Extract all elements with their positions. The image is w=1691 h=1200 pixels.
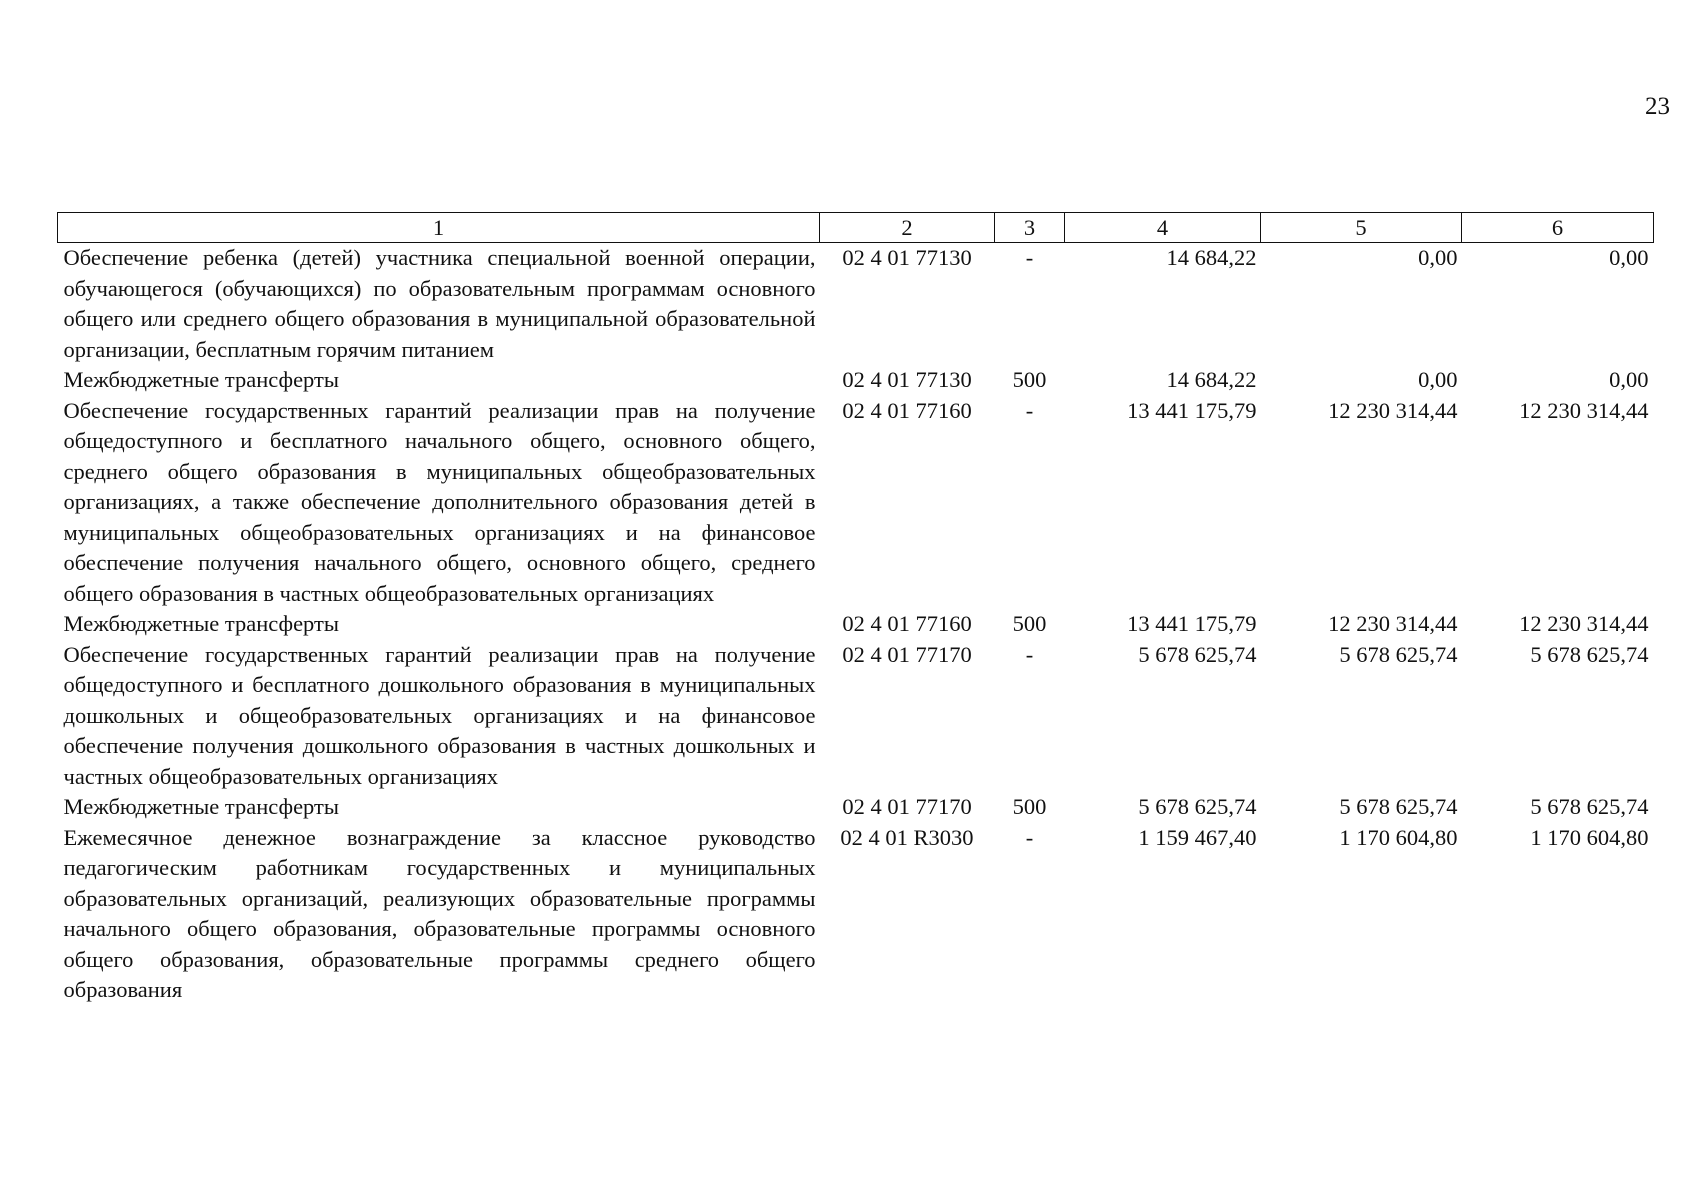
row-target-code: 02 4 01 R3030 <box>840 824 974 850</box>
row-amount-col5: 5 678 625,74 <box>1339 794 1458 819</box>
table-body <box>58 243 1654 1006</box>
row-amount-col6: 12 230 314,44 <box>1519 397 1649 423</box>
row-target-code: 02 4 01 77130 <box>842 245 972 270</box>
row-name: Ежемесячное денежное вознаграждение за классное руководство педагогическим работникам государственных и муниципальных образовательных организаций, реализующих образовательные программы начального общего образования, образовательные программы основного общего образования, образовательные программы среднего общего образования <box>63 824 816 1002</box>
row-expense-type: - <box>1025 397 1034 423</box>
row-amount-col6: 1 170 604,80 <box>1530 824 1649 850</box>
table-row <box>58 396 1654 610</box>
row-amount-col5: 1 170 604,80 <box>1339 824 1458 850</box>
row-amount-col5: 0,00 <box>1418 367 1458 392</box>
row-target-code: 02 4 01 77160 <box>842 397 972 423</box>
column-header-2: 2 <box>820 213 995 243</box>
row-amount-col4: 14 684,22 <box>1166 245 1257 270</box>
row-name: Межбюджетные трансферты <box>63 367 339 392</box>
row-amount-col4: 14 684,22 <box>1166 367 1257 392</box>
table-row <box>58 640 1654 793</box>
table-row <box>58 823 1654 1006</box>
row-amount-col4: 1 159 467,40 <box>1138 824 1257 850</box>
row-expense-type: - <box>1025 824 1034 850</box>
table-header <box>58 213 1654 243</box>
row-name: Обеспечение ребенка (детей) участника специальной военной операции, обучающегося (обучающихся) по образовательным программам основного общего или среднего общего образования в муниципальной образовательной организации, бесплатным горячим питанием <box>63 245 816 362</box>
row-name: Обеспечение государственных гарантий реализации прав на получение общедоступного и бесплатного начального общего, основного общего, среднего общего образования в муниципальных общеобразовательных организациях, а также обеспечение дополнительного образования детей в муниципальных общеобразовательных организациях и на финансовое обеспечение получения начального общего, основного общего, среднего общего образования в частных общеобразовательных организациях <box>63 397 816 606</box>
row-target-code: 02 4 01 77170 <box>842 641 972 667</box>
row-amount-col5: 0,00 <box>1418 245 1458 270</box>
row-amount-col4: 13 441 175,79 <box>1127 397 1257 423</box>
row-expense-type: 500 <box>1012 367 1047 392</box>
row-amount-col4: 13 441 175,79 <box>1127 611 1257 636</box>
table-row <box>58 365 1654 396</box>
table-row <box>58 792 1654 823</box>
row-name: Межбюджетные трансферты <box>63 794 339 819</box>
row-amount-col5: 12 230 314,44 <box>1328 611 1458 636</box>
row-amount-col6: 0,00 <box>1609 245 1649 270</box>
row-expense-type: - <box>1025 641 1034 667</box>
header-row <box>58 213 1654 243</box>
table-row <box>58 609 1654 640</box>
row-amount-col4: 5 678 625,74 <box>1138 794 1257 819</box>
budget-table <box>57 212 1654 1006</box>
row-amount-col5: 12 230 314,44 <box>1328 397 1458 423</box>
row-expense-type: - <box>1025 245 1034 270</box>
row-amount-col6: 5 678 625,74 <box>1530 641 1649 667</box>
row-expense-type: 500 <box>1012 794 1047 819</box>
row-amount-col6: 12 230 314,44 <box>1519 611 1649 636</box>
row-amount-col6: 5 678 625,74 <box>1530 794 1649 819</box>
row-expense-type: 500 <box>1012 611 1047 636</box>
column-header-6: 6 <box>1462 213 1654 243</box>
column-header-1: 1 <box>58 213 820 243</box>
row-target-code: 02 4 01 77160 <box>842 611 972 636</box>
row-amount-col5: 5 678 625,74 <box>1339 641 1458 667</box>
column-header-5: 5 <box>1261 213 1462 243</box>
table-row <box>58 243 1654 366</box>
column-header-4: 4 <box>1065 213 1261 243</box>
page-number: 23 <box>1645 93 1670 120</box>
row-name: Обеспечение государственных гарантий реализации прав на получение общедоступного и бесплатного дошкольного образования в муниципальных дошкольных и общеобразовательных организациях и на финансовое обеспечение получения дошкольного образования в частных дошкольных и частных общеобразовательных организациях <box>63 641 816 789</box>
row-target-code: 02 4 01 77130 <box>842 367 972 392</box>
row-amount-col4: 5 678 625,74 <box>1138 641 1257 667</box>
row-amount-col6: 0,00 <box>1609 367 1649 392</box>
row-name: Межбюджетные трансферты <box>63 611 339 636</box>
column-header-3: 3 <box>995 213 1065 243</box>
row-target-code: 02 4 01 77170 <box>842 794 972 819</box>
